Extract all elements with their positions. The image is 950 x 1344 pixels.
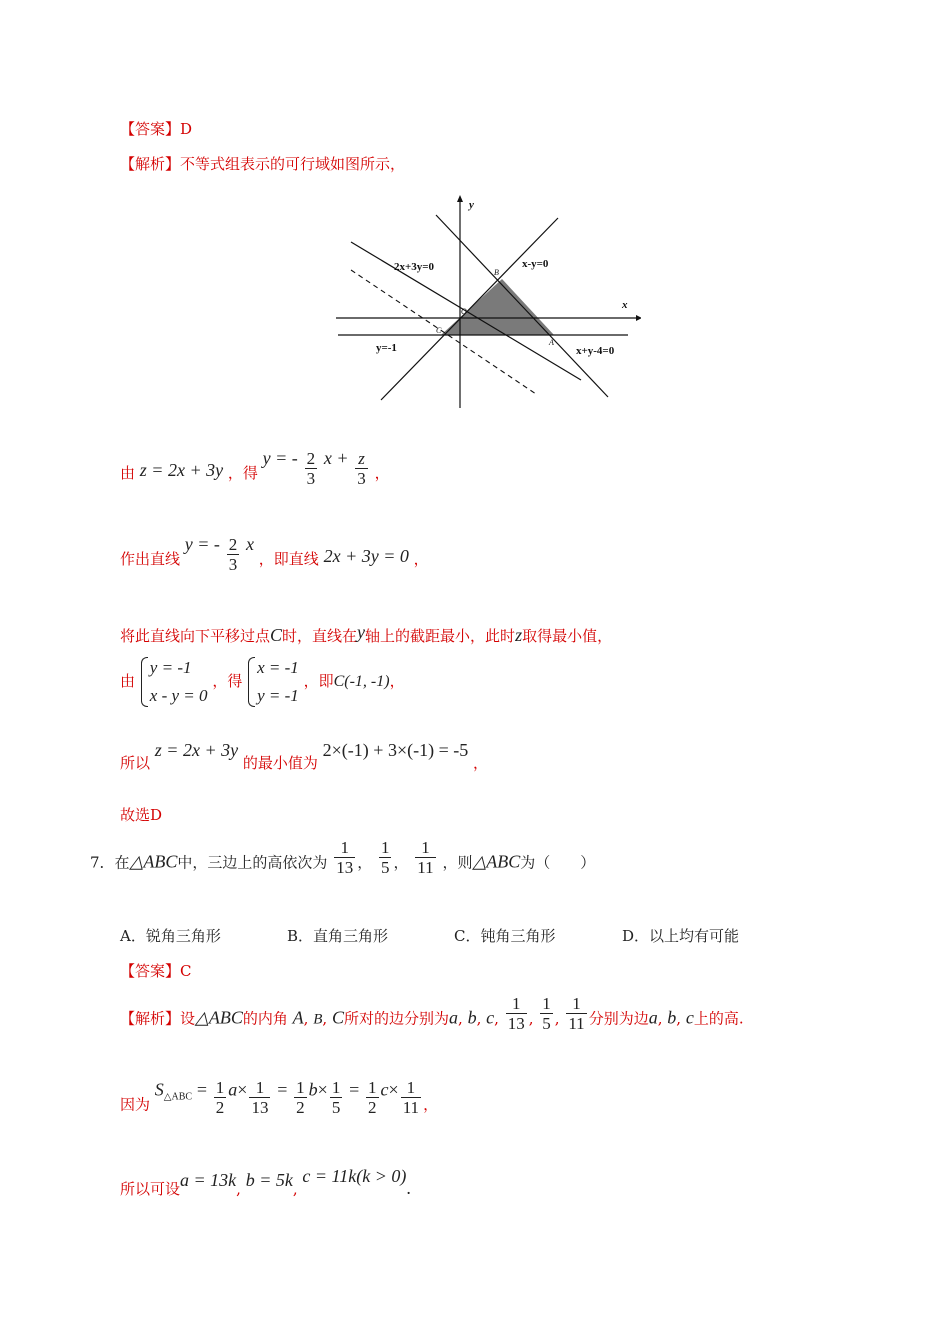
feasible-triangle [441, 279, 554, 335]
answer-value: D [180, 120, 193, 138]
q7-triangle: △ABC [129, 851, 178, 872]
frac-num: 1 [506, 994, 527, 1014]
step-6 [120, 804, 162, 825]
height-1-11 [415, 838, 435, 877]
half-3: $\frac{1}{2}$ [368, 1078, 377, 1117]
axis-y-label: y [469, 199, 474, 211]
analysis-line [120, 153, 405, 174]
step1-x: x + [323, 448, 349, 468]
angle-a: A [292, 1007, 304, 1028]
step-4 [120, 654, 405, 710]
step8-cond: (k > 0) [356, 1166, 407, 1186]
analysis2-t1: 设 [180, 1009, 196, 1028]
origin-label: O [461, 307, 467, 316]
step1-end: ， [374, 464, 390, 482]
frac-num: z [355, 449, 368, 469]
area-subscript: △ABC [163, 1091, 193, 1103]
step4-pre: 由 [120, 672, 136, 690]
option-d[interactable]: D．以上均有可能 [622, 927, 740, 945]
frac-num: 1 [380, 838, 390, 857]
step1-mid: ，得 [227, 464, 258, 482]
frac-num: 1 [415, 838, 435, 858]
q7-num: 7．在 [90, 853, 130, 872]
step5-value: 2×(-1) + 3×(-1) = -5 [322, 740, 469, 760]
sys1-row2: x - y = 0 [149, 686, 208, 705]
feasible-region-figure [336, 190, 641, 412]
analysis-line-2: 【解析】设△ABC的内角 A, B, C所对的边分别为a, b, c, $\frac{1}{13}$ , $\frac{1}{5}$ , $\frac{1}{11}$ 分别为边a, b, c上的高. [120, 994, 744, 1033]
step6-text: 故选D [120, 806, 163, 824]
line-x-minus-y [381, 218, 558, 400]
step7-tail: ， [423, 1095, 439, 1114]
step3-t4: 取得最小值， [522, 627, 613, 645]
point-c-label: C [436, 326, 442, 335]
frac-den: 5 [542, 1014, 551, 1033]
step1-lhs: y = - [262, 448, 298, 468]
frac-num: 1 [249, 1078, 270, 1098]
frac-den: 3 [228, 554, 238, 574]
step-8: 所以可设a = 13k, b = 5k, c = 11k(k > 0). [120, 1166, 411, 1198]
fraction-2-3 [305, 449, 318, 488]
q7-triangle-2: △ABC [472, 851, 521, 872]
step5-mid: 的最小值为 [242, 754, 318, 772]
point-a-label: A [549, 338, 554, 347]
frac-num: 1 [401, 1078, 421, 1098]
step4-end: ， [389, 672, 405, 690]
frac-den: 13 [251, 1098, 269, 1117]
step1-eq: z = 2x + 3y [139, 460, 224, 480]
fraction-2-3 [227, 535, 240, 574]
side-a: a [449, 1007, 458, 1028]
analysis2-triangle: △ABC [195, 1007, 243, 1028]
step3-c: C [270, 625, 283, 645]
frac-den: 11 [402, 1098, 420, 1117]
height-1-13 [334, 838, 355, 877]
answer-line [120, 118, 192, 139]
sys2-row2: y = -1 [257, 686, 299, 705]
step4-mid: ，得 [212, 672, 243, 690]
step2-lhs: y = - [184, 534, 220, 554]
frac-den: 11 [568, 1014, 585, 1033]
option-b[interactable]: B．直角三角形 [287, 927, 389, 945]
point-b-label: B [494, 268, 499, 277]
axis-x-label: x [622, 299, 628, 311]
answer2-tag: 【答案】 [120, 962, 181, 980]
side-c-2: c [685, 1007, 694, 1028]
step3-t1: 将此直线向下平移过点 [120, 627, 271, 645]
frac-num: 2 [306, 448, 316, 468]
label-x-plus-y-4: x+y-4=0 [576, 345, 615, 357]
step4-comma: ，即 [303, 672, 334, 690]
answer-line-2 [120, 960, 192, 981]
step5-end: ， [473, 754, 489, 772]
frac-1-13-b [249, 1078, 270, 1117]
question-7: 7．在△ABC中，三边上的高依次为 $\frac{1}{13}$ ， $\frac{1}{5}$ ， $\frac{1}{11}$ ，则△ABC为（ ） [90, 838, 596, 877]
step3-t3: 轴上的截距最小，此时 [365, 627, 516, 645]
step3-t2: 时，直线在 [282, 627, 358, 645]
equation-system-1 [140, 654, 208, 710]
step2-x: x [246, 534, 254, 554]
q7-t1: 中，三边上的高依次为 [177, 853, 328, 872]
step3-y: y [357, 622, 366, 642]
step-7: 因为 S△ABC = $\frac{1}{2}$ a× $\frac{1}{13}$ = $\frac{1}{2}$ b× $\frac{1}{5}$ = $\frac{1}{2}$ c× $\frac{1}{11}$ ， [120, 1078, 439, 1117]
step2-end: ， [413, 550, 429, 568]
frac-1-11 [566, 994, 586, 1033]
height-1-5 [379, 838, 392, 877]
frac-1-11-b [401, 1078, 421, 1117]
step8-a: a = 13k [180, 1170, 237, 1190]
frac-num: 1 [542, 994, 551, 1013]
frac-num: 1 [566, 994, 586, 1014]
frac-den: 13 [507, 1014, 525, 1033]
side-a-2: a [648, 1007, 658, 1028]
half-1: $\frac{1}{2}$ [215, 1078, 225, 1117]
frac-num: 1 [334, 838, 355, 858]
frac-num: 2 [228, 534, 238, 554]
label-x-minus-y: x-y=0 [522, 258, 549, 270]
step8-pre: 所以可设 [120, 1180, 181, 1198]
frac-den: 5 [380, 858, 390, 877]
angle-b: B [313, 1011, 323, 1028]
frac-den: 11 [417, 858, 434, 877]
frac-num: 1 [331, 1078, 341, 1097]
step-1 [120, 448, 390, 488]
half-2: $\frac{1}{2}$ [296, 1078, 305, 1117]
analysis-text: 不等式组表示的可行域如图所示， [180, 155, 406, 173]
step5-pre: 所以 [120, 754, 151, 772]
analysis-tag: 【解析】 [120, 155, 181, 173]
label-y-neg1: y=-1 [376, 342, 397, 354]
analysis2-t5: 上的高. [693, 1009, 744, 1028]
sys2-row1: x = -1 [257, 658, 299, 677]
sys1-row1: y = -1 [149, 658, 192, 677]
option-a[interactable]: A．锐角三角形 [120, 927, 221, 945]
label-2x3y: 2x+3y=0 [394, 261, 435, 273]
step-2 [120, 534, 429, 574]
step2-mid: ，即直线 [258, 550, 319, 568]
frac-den: 3 [357, 468, 366, 488]
step2-pre: 作出直线 [120, 550, 181, 568]
side-b-2: b [667, 1007, 677, 1028]
q7-t2: ，则 [442, 853, 473, 872]
analysis2-tag: 【解析】 [120, 1009, 181, 1028]
frac-1-5-b [330, 1078, 343, 1117]
equation-system-2 [247, 654, 299, 710]
step5-eq: z = 2x + 3y [154, 740, 239, 760]
step-3 [120, 622, 612, 646]
step8-b: b = 5k [245, 1170, 293, 1190]
step4-point: C(-1, -1) [333, 673, 390, 690]
side-c: c [486, 1007, 495, 1028]
frac-den: 13 [336, 858, 354, 877]
step3-z: z [515, 625, 523, 645]
analysis2-t4: 分别为边 [588, 1009, 649, 1028]
frac-den: 5 [331, 1098, 341, 1117]
fraction-z-3 [355, 449, 368, 488]
frac-1-13 [506, 994, 527, 1033]
side-b: b [467, 1007, 477, 1028]
q7-t3: 为（ ） [520, 853, 596, 872]
option-c[interactable]: C．钝角三角形 [454, 927, 556, 945]
analysis2-t2: 的内角 [242, 1009, 288, 1028]
angle-c: C [331, 1007, 344, 1028]
line-x-plus-y-4 [436, 215, 608, 397]
frac-1-5 [540, 994, 553, 1033]
analysis2-t3: 所对的边分别为 [343, 1009, 449, 1028]
step1-pre: 由 [120, 464, 136, 482]
answer-tag: 【答案】 [120, 120, 181, 138]
area-s: S [154, 1079, 164, 1100]
step8-end: . [406, 1178, 411, 1198]
step2-eq: 2x + 3y = 0 [323, 546, 409, 566]
step-5 [120, 740, 488, 773]
frac-den: 3 [306, 468, 316, 488]
answer2-value: C [180, 962, 192, 980]
step7-pre: 因为 [120, 1095, 151, 1114]
step8-c: c = 11k [302, 1166, 357, 1186]
